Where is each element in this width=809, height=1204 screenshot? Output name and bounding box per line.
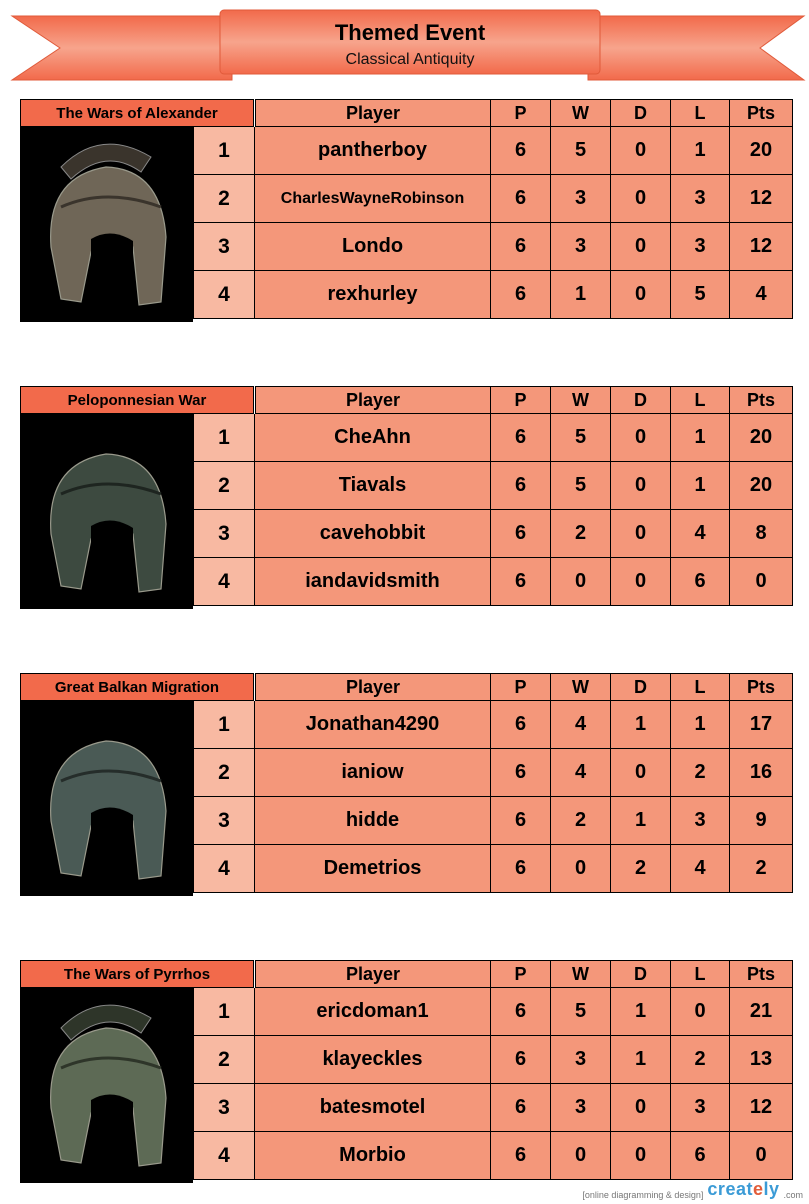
group-title: The Wars of Alexander — [20, 99, 254, 127]
cell-w: 3 — [551, 1036, 611, 1084]
column-header-p: P — [491, 386, 551, 414]
cell-pts: 4 — [730, 271, 793, 319]
cell-pts: 12 — [730, 223, 793, 271]
cell-p: 6 — [491, 845, 551, 893]
group-title: The Wars of Pyrrhos — [20, 960, 254, 988]
cell-pts: 12 — [730, 175, 793, 223]
column-header-l: L — [671, 99, 730, 127]
cell-l: 1 — [671, 462, 730, 510]
cell-p: 6 — [491, 175, 551, 223]
column-header-player: Player — [255, 960, 491, 988]
column-header-pts: Pts — [730, 673, 793, 701]
cell-player: Jonathan4290 — [255, 701, 491, 749]
cell-w: 2 — [551, 510, 611, 558]
cell-player: pantherboy — [255, 127, 491, 175]
cell-rank: 2 — [193, 175, 255, 223]
cell-w: 3 — [551, 1084, 611, 1132]
standings-group — [20, 99, 793, 324]
standings-group — [20, 960, 793, 1185]
cell-p: 6 — [491, 1132, 551, 1180]
cell-d: 2 — [611, 845, 671, 893]
cell-player: CharlesWayneRobinson — [255, 175, 491, 223]
cell-d: 0 — [611, 175, 671, 223]
cell-w: 0 — [551, 558, 611, 606]
column-header-w: W — [551, 99, 611, 127]
column-header-l: L — [671, 673, 730, 701]
column-header-w: W — [551, 960, 611, 988]
cell-pts: 0 — [730, 558, 793, 606]
cell-w: 3 — [551, 223, 611, 271]
cell-pts: 12 — [730, 1084, 793, 1132]
cell-w: 5 — [551, 988, 611, 1036]
cell-rank: 3 — [193, 510, 255, 558]
cell-d: 0 — [611, 127, 671, 175]
cell-d: 0 — [611, 1132, 671, 1180]
cell-w: 3 — [551, 175, 611, 223]
column-header-l: L — [671, 960, 730, 988]
column-header-p: P — [491, 960, 551, 988]
column-header-player: Player — [255, 99, 491, 127]
cell-rank: 3 — [193, 1084, 255, 1132]
cell-l: 1 — [671, 127, 730, 175]
event-title: Themed Event — [334, 20, 486, 45]
standings-group — [20, 673, 793, 898]
cell-player: hidde — [255, 797, 491, 845]
column-header-player: Player — [255, 673, 491, 701]
cell-d: 0 — [611, 749, 671, 797]
column-header-pts: Pts — [730, 960, 793, 988]
cell-d: 1 — [611, 1036, 671, 1084]
creately-watermark — [582, 1179, 803, 1200]
helmet-image — [20, 414, 193, 609]
cell-l: 2 — [671, 749, 730, 797]
cell-p: 6 — [491, 462, 551, 510]
cell-w: 5 — [551, 127, 611, 175]
cell-p: 6 — [491, 271, 551, 319]
cell-rank: 4 — [193, 271, 255, 319]
cell-w: 0 — [551, 845, 611, 893]
cell-pts: 21 — [730, 988, 793, 1036]
cell-l: 6 — [671, 558, 730, 606]
cell-player: rexhurley — [255, 271, 491, 319]
column-header-d: D — [611, 386, 671, 414]
cell-w: 0 — [551, 1132, 611, 1180]
cell-p: 6 — [491, 510, 551, 558]
cell-w: 2 — [551, 797, 611, 845]
cell-d: 0 — [611, 510, 671, 558]
column-header-d: D — [611, 673, 671, 701]
cell-player: ericdoman1 — [255, 988, 491, 1036]
footer-tagline: [online diagramming & design] — [582, 1190, 704, 1200]
cell-d: 0 — [611, 462, 671, 510]
footer-domain: .com — [783, 1190, 803, 1200]
cell-l: 5 — [671, 271, 730, 319]
cell-rank: 2 — [193, 462, 255, 510]
cell-rank: 1 — [193, 127, 255, 175]
cell-w: 4 — [551, 701, 611, 749]
cell-l: 3 — [671, 223, 730, 271]
cell-l: 2 — [671, 1036, 730, 1084]
cell-player: CheAhn — [255, 414, 491, 462]
column-header-pts: Pts — [730, 386, 793, 414]
cell-rank: 1 — [193, 701, 255, 749]
cell-rank: 2 — [193, 1036, 255, 1084]
cell-rank: 3 — [193, 223, 255, 271]
column-header-d: D — [611, 99, 671, 127]
column-header-p: P — [491, 673, 551, 701]
cell-player: Demetrios — [255, 845, 491, 893]
cell-l: 1 — [671, 701, 730, 749]
event-subtitle: Classical Antiquity — [345, 51, 475, 68]
cell-d: 1 — [611, 797, 671, 845]
cell-rank: 2 — [193, 749, 255, 797]
helmet-image — [20, 127, 193, 322]
column-header-w: W — [551, 386, 611, 414]
title-banner — [0, 0, 809, 92]
cell-player: batesmotel — [255, 1084, 491, 1132]
cell-d: 1 — [611, 701, 671, 749]
cell-pts: 20 — [730, 414, 793, 462]
cell-rank: 4 — [193, 845, 255, 893]
creately-logo: creately — [707, 1179, 780, 1199]
cell-pts: 17 — [730, 701, 793, 749]
cell-l: 6 — [671, 1132, 730, 1180]
cell-w: 5 — [551, 462, 611, 510]
cell-d: 0 — [611, 558, 671, 606]
cell-player: ianiow — [255, 749, 491, 797]
cell-p: 6 — [491, 797, 551, 845]
cell-rank: 4 — [193, 1132, 255, 1180]
column-header-d: D — [611, 960, 671, 988]
cell-l: 3 — [671, 1084, 730, 1132]
cell-l: 3 — [671, 175, 730, 223]
cell-p: 6 — [491, 1036, 551, 1084]
cell-rank: 3 — [193, 797, 255, 845]
cell-l: 1 — [671, 414, 730, 462]
cell-player: Londo — [255, 223, 491, 271]
cell-pts: 9 — [730, 797, 793, 845]
cell-p: 6 — [491, 414, 551, 462]
ribbon-graphic — [0, 0, 809, 92]
cell-w: 1 — [551, 271, 611, 319]
cell-d: 0 — [611, 414, 671, 462]
cell-player: klayeckles — [255, 1036, 491, 1084]
column-header-player: Player — [255, 386, 491, 414]
cell-p: 6 — [491, 223, 551, 271]
cell-l: 4 — [671, 845, 730, 893]
cell-w: 5 — [551, 414, 611, 462]
cell-pts: 16 — [730, 749, 793, 797]
cell-p: 6 — [491, 988, 551, 1036]
cell-d: 0 — [611, 1084, 671, 1132]
column-header-p: P — [491, 99, 551, 127]
cell-pts: 0 — [730, 1132, 793, 1180]
cell-d: 0 — [611, 223, 671, 271]
group-title: Peloponnesian War — [20, 386, 254, 414]
cell-rank: 4 — [193, 558, 255, 606]
standings-group — [20, 386, 793, 611]
group-title: Great Balkan Migration — [20, 673, 254, 701]
cell-rank: 1 — [193, 414, 255, 462]
cell-player: Morbio — [255, 1132, 491, 1180]
cell-pts: 2 — [730, 845, 793, 893]
cell-rank: 1 — [193, 988, 255, 1036]
column-header-pts: Pts — [730, 99, 793, 127]
cell-pts: 20 — [730, 462, 793, 510]
cell-pts: 20 — [730, 127, 793, 175]
cell-l: 4 — [671, 510, 730, 558]
helmet-image — [20, 701, 193, 896]
column-header-l: L — [671, 386, 730, 414]
cell-p: 6 — [491, 1084, 551, 1132]
cell-pts: 8 — [730, 510, 793, 558]
cell-d: 1 — [611, 988, 671, 1036]
helmet-image — [20, 988, 193, 1183]
cell-l: 3 — [671, 797, 730, 845]
cell-pts: 13 — [730, 1036, 793, 1084]
cell-w: 4 — [551, 749, 611, 797]
cell-d: 0 — [611, 271, 671, 319]
cell-p: 6 — [491, 749, 551, 797]
cell-p: 6 — [491, 127, 551, 175]
cell-player: iandavidsmith — [255, 558, 491, 606]
cell-player: cavehobbit — [255, 510, 491, 558]
cell-p: 6 — [491, 701, 551, 749]
cell-p: 6 — [491, 558, 551, 606]
cell-l: 0 — [671, 988, 730, 1036]
column-header-w: W — [551, 673, 611, 701]
cell-player: Tiavals — [255, 462, 491, 510]
